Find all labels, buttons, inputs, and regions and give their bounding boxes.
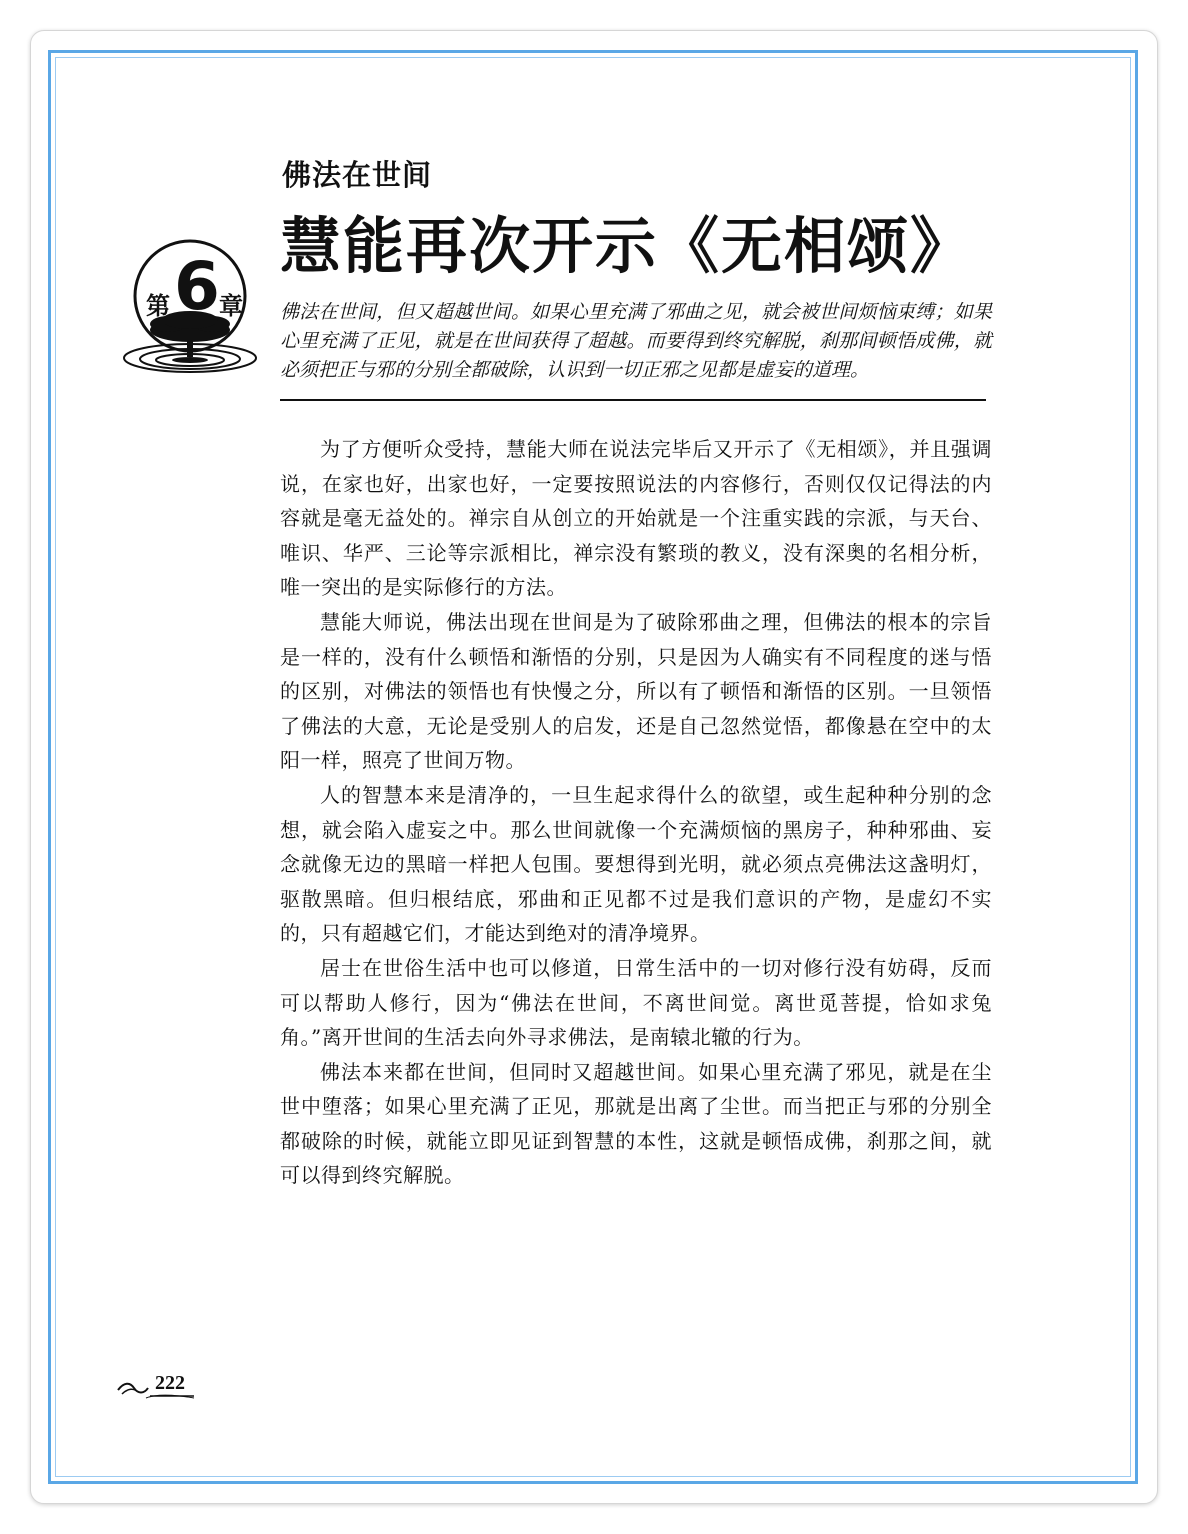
chapter-title: 慧能再次开示《无相颂》 (280, 211, 974, 282)
chapter-abstract: 佛法在世间，但又超越世间。如果心里充满了邪曲之见，就会被世间烦恼束缚；如果心里充满了正见，就是在世间获得了超越。而要得到终究解脱，刹那间顿悟成佛，就必须把正与邪的分别全都破除，认识到一切正邪之见都是虚妄的道理。 (280, 301, 992, 381)
paragraph: 为了方便听众受持，慧能大师在说法完毕后又开示了《无相颂》，并且强调说，在家也好，出家也好，一定要按照说法的内容修行，否则仅仅记得法的内容就是毫无益处的。禅宗自从创立的开始就是一个注重实践的宗派，与天台、唯识、华严、三论等宗派相比，禅宗没有繁琐的教义，没有深奥的名相分析，唯一突出的是实际修行的方法。 (280, 437, 992, 600)
section-subtitle: 佛法在世间 (282, 158, 433, 192)
chapter-badge-prefix: 第 (146, 292, 170, 320)
paragraph: 慧能大师说，佛法出现在世间是为了破除邪曲之理，但佛法的根本的宗旨是一样的，没有什么顿悟和渐悟的分别，只是因为人确实有不同程度的迷与悟的区别，对佛法的领悟也有快慢之分，所以有了顿悟和渐悟的区别。一旦领悟了佛法的大意，无论是受别人的启发，还是自己忽然觉悟，都像悬在空中的太阳一样，照亮了世间万物。 (280, 609, 992, 773)
paragraph: 佛法本来都在世间，但同时又超越世间。如果心里充满了邪见，就是在尘世中堕落；如果心里充满了正见，那就是出离了尘世。而当把正与邪的分别全都破除的时候，就能立即见证到智慧的本性，这就是顿悟成佛，刹那之间，就可以得到终究解脱。 (280, 1059, 992, 1188)
chapter-badge-number: 6 (174, 248, 220, 325)
page-number: 222 (155, 1372, 185, 1394)
body-text (280, 432, 992, 1193)
divider (280, 399, 986, 401)
chapter-badge-suffix: 章 (219, 292, 243, 320)
paragraph: 人的智慧本来是清净的，一旦生起求得什么的欲望，或生起种种分别的念想，就会陷入虚妄之中。那么世间就像一个充满烦恼的黑房子，种种邪曲、妄念就像无边的黑暗一样把人包围。要想得到光明，就必须点亮佛法这盏明灯，驱散黑暗。但归根结底，邪曲和正见都不过是我们意识的产物，是虚幻不实的，只有超越它们，才能达到绝对的清净境界。 (280, 782, 992, 946)
paragraph: 居士在世俗生活中也可以修道，日常生活中的一切对修行没有妨碍，反而可以帮助人修行，因为“佛法在世间，不离世间觉。离世觅菩提，恰如求兔角。”离开世间的生活去向外寻求佛法，是南辕北辙的行为。 (280, 955, 992, 1050)
